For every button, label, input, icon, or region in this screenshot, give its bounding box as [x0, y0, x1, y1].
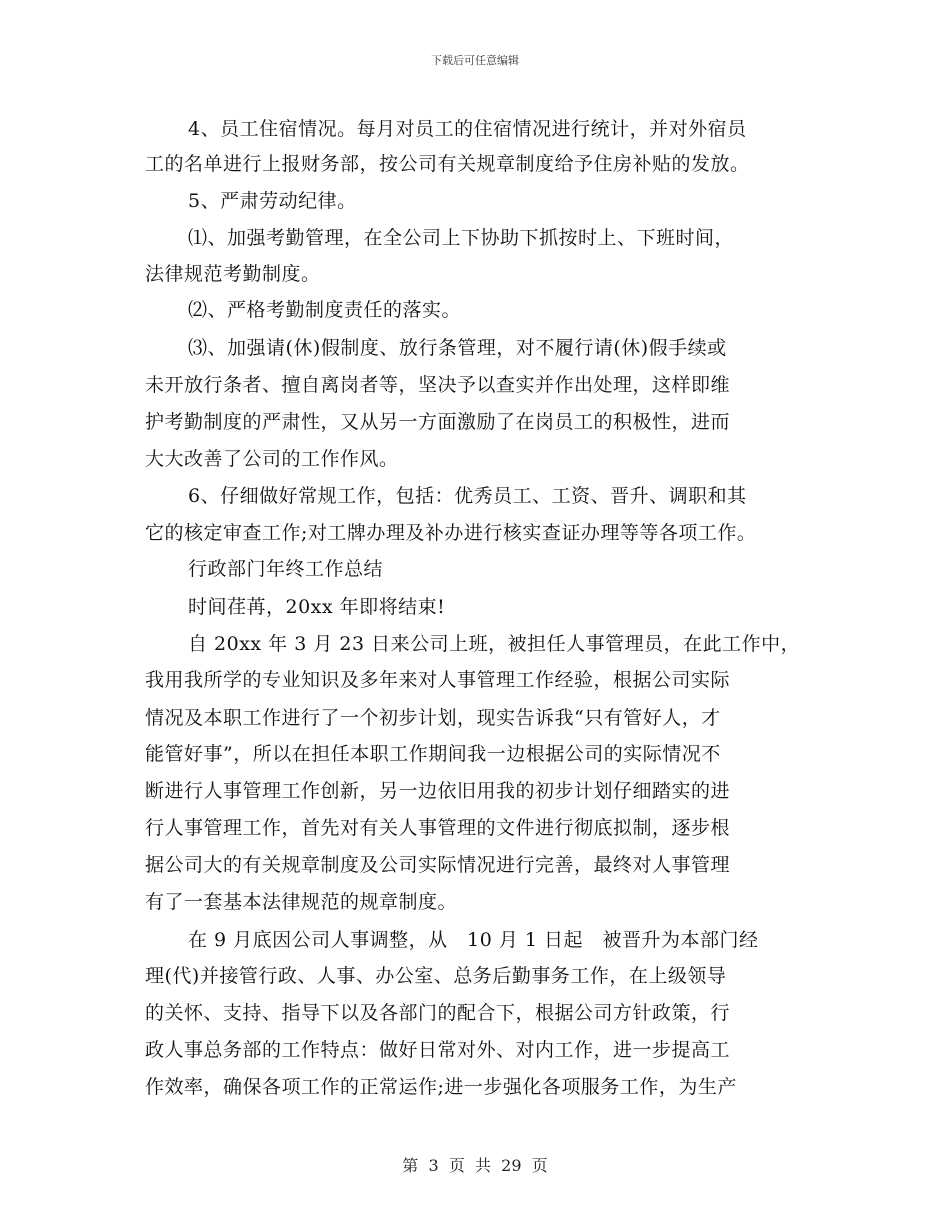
- text-line: 5、严肃劳动纪律。: [188, 190, 357, 212]
- text-line: 护考勤制度的严肃性，又从另一方面激励了在岗员工的积极性，进而: [145, 411, 731, 433]
- text-line: 能管好事”，所以在担任本职工作期间我一边根据公司的实际情况不: [145, 743, 721, 765]
- text-line: 情况及本职工作进行了一个初步计划，现实告诉我“只有管好人，才: [145, 707, 721, 729]
- page-header: 下载后可任意编辑: [431, 54, 519, 67]
- text-line: 的关怀、支持、指导下以及各部门的配合下，根据公司方针政策，行: [145, 1002, 731, 1024]
- text-line: 自 20xx 年 3 月 23 日来公司上班，被担任人事管理员，在此工作中，: [188, 633, 801, 655]
- text-line: 据公司大的有关规章制度及公司实际情况进行完善，最终对人事管理: [145, 854, 731, 876]
- section-heading: 行政部门年终工作总结: [188, 558, 384, 580]
- text-line: 理(代)并接管行政、人事、办公室、总务后勤事务工作，在上级领导: [145, 965, 727, 987]
- text-line: 断进行人事管理工作创新，另一边依旧用我的初步计划仔细踏实的进: [145, 780, 731, 802]
- text-line: 行人事管理工作，首先对有关人事管理的文件进行彻底拟制，逐步根: [145, 817, 731, 839]
- text-line: 我用我所学的专业知识及多年来对人事管理工作经验，根据公司实际: [145, 669, 731, 691]
- text-line: 有了一套基本法律规范的规章制度。: [145, 891, 458, 913]
- text-line: ⑵、严格考勤制度责任的落实。: [188, 299, 462, 321]
- page-number-footer: 第 3 页 共 29 页: [402, 1156, 548, 1175]
- text-line: 大大改善了公司的工作作风。: [145, 448, 399, 470]
- text-line: 6、仔细做好常规工作，包括：优秀员工、工资、晋升、调职和其: [188, 485, 747, 507]
- text-line: 政人事总务部的工作特点：做好日常对外、对内工作，进一步提高工: [145, 1039, 731, 1061]
- text-line: 未开放行条者、擅自离岗者等，坚决予以查实并作出处理，这样即维: [145, 374, 731, 396]
- text-line: 法律规范考勤制度。: [145, 263, 321, 285]
- text-line: 时间荏苒，20xx 年即将结束!: [188, 596, 446, 618]
- text-line: ⑴、加强考勤管理，在全公司上下协助下抓按时上、下班时间，: [188, 227, 735, 249]
- text-line: 它的核定审查工作;对工牌办理及补办进行核实查证办理等等各项工作。: [145, 522, 757, 544]
- text-line: 在 9 月底因公司人事调整，从 10 月 1 日起 被晋升为本部门经: [188, 929, 759, 951]
- text-line: 4、员工住宿情况。每月对员工的住宿情况进行统计，并对外宿员: [188, 118, 747, 140]
- text-line: ⑶、加强请(休)假制度、放行条管理，对不履行请(休)假手续或: [188, 337, 727, 359]
- text-line: 工的名单进行上报财务部，按公司有关规章制度给予住房补贴的发放。: [145, 153, 750, 175]
- text-line: 作效率，确保各项工作的正常运作;进一步强化各项服务工作，为生产: [145, 1076, 737, 1098]
